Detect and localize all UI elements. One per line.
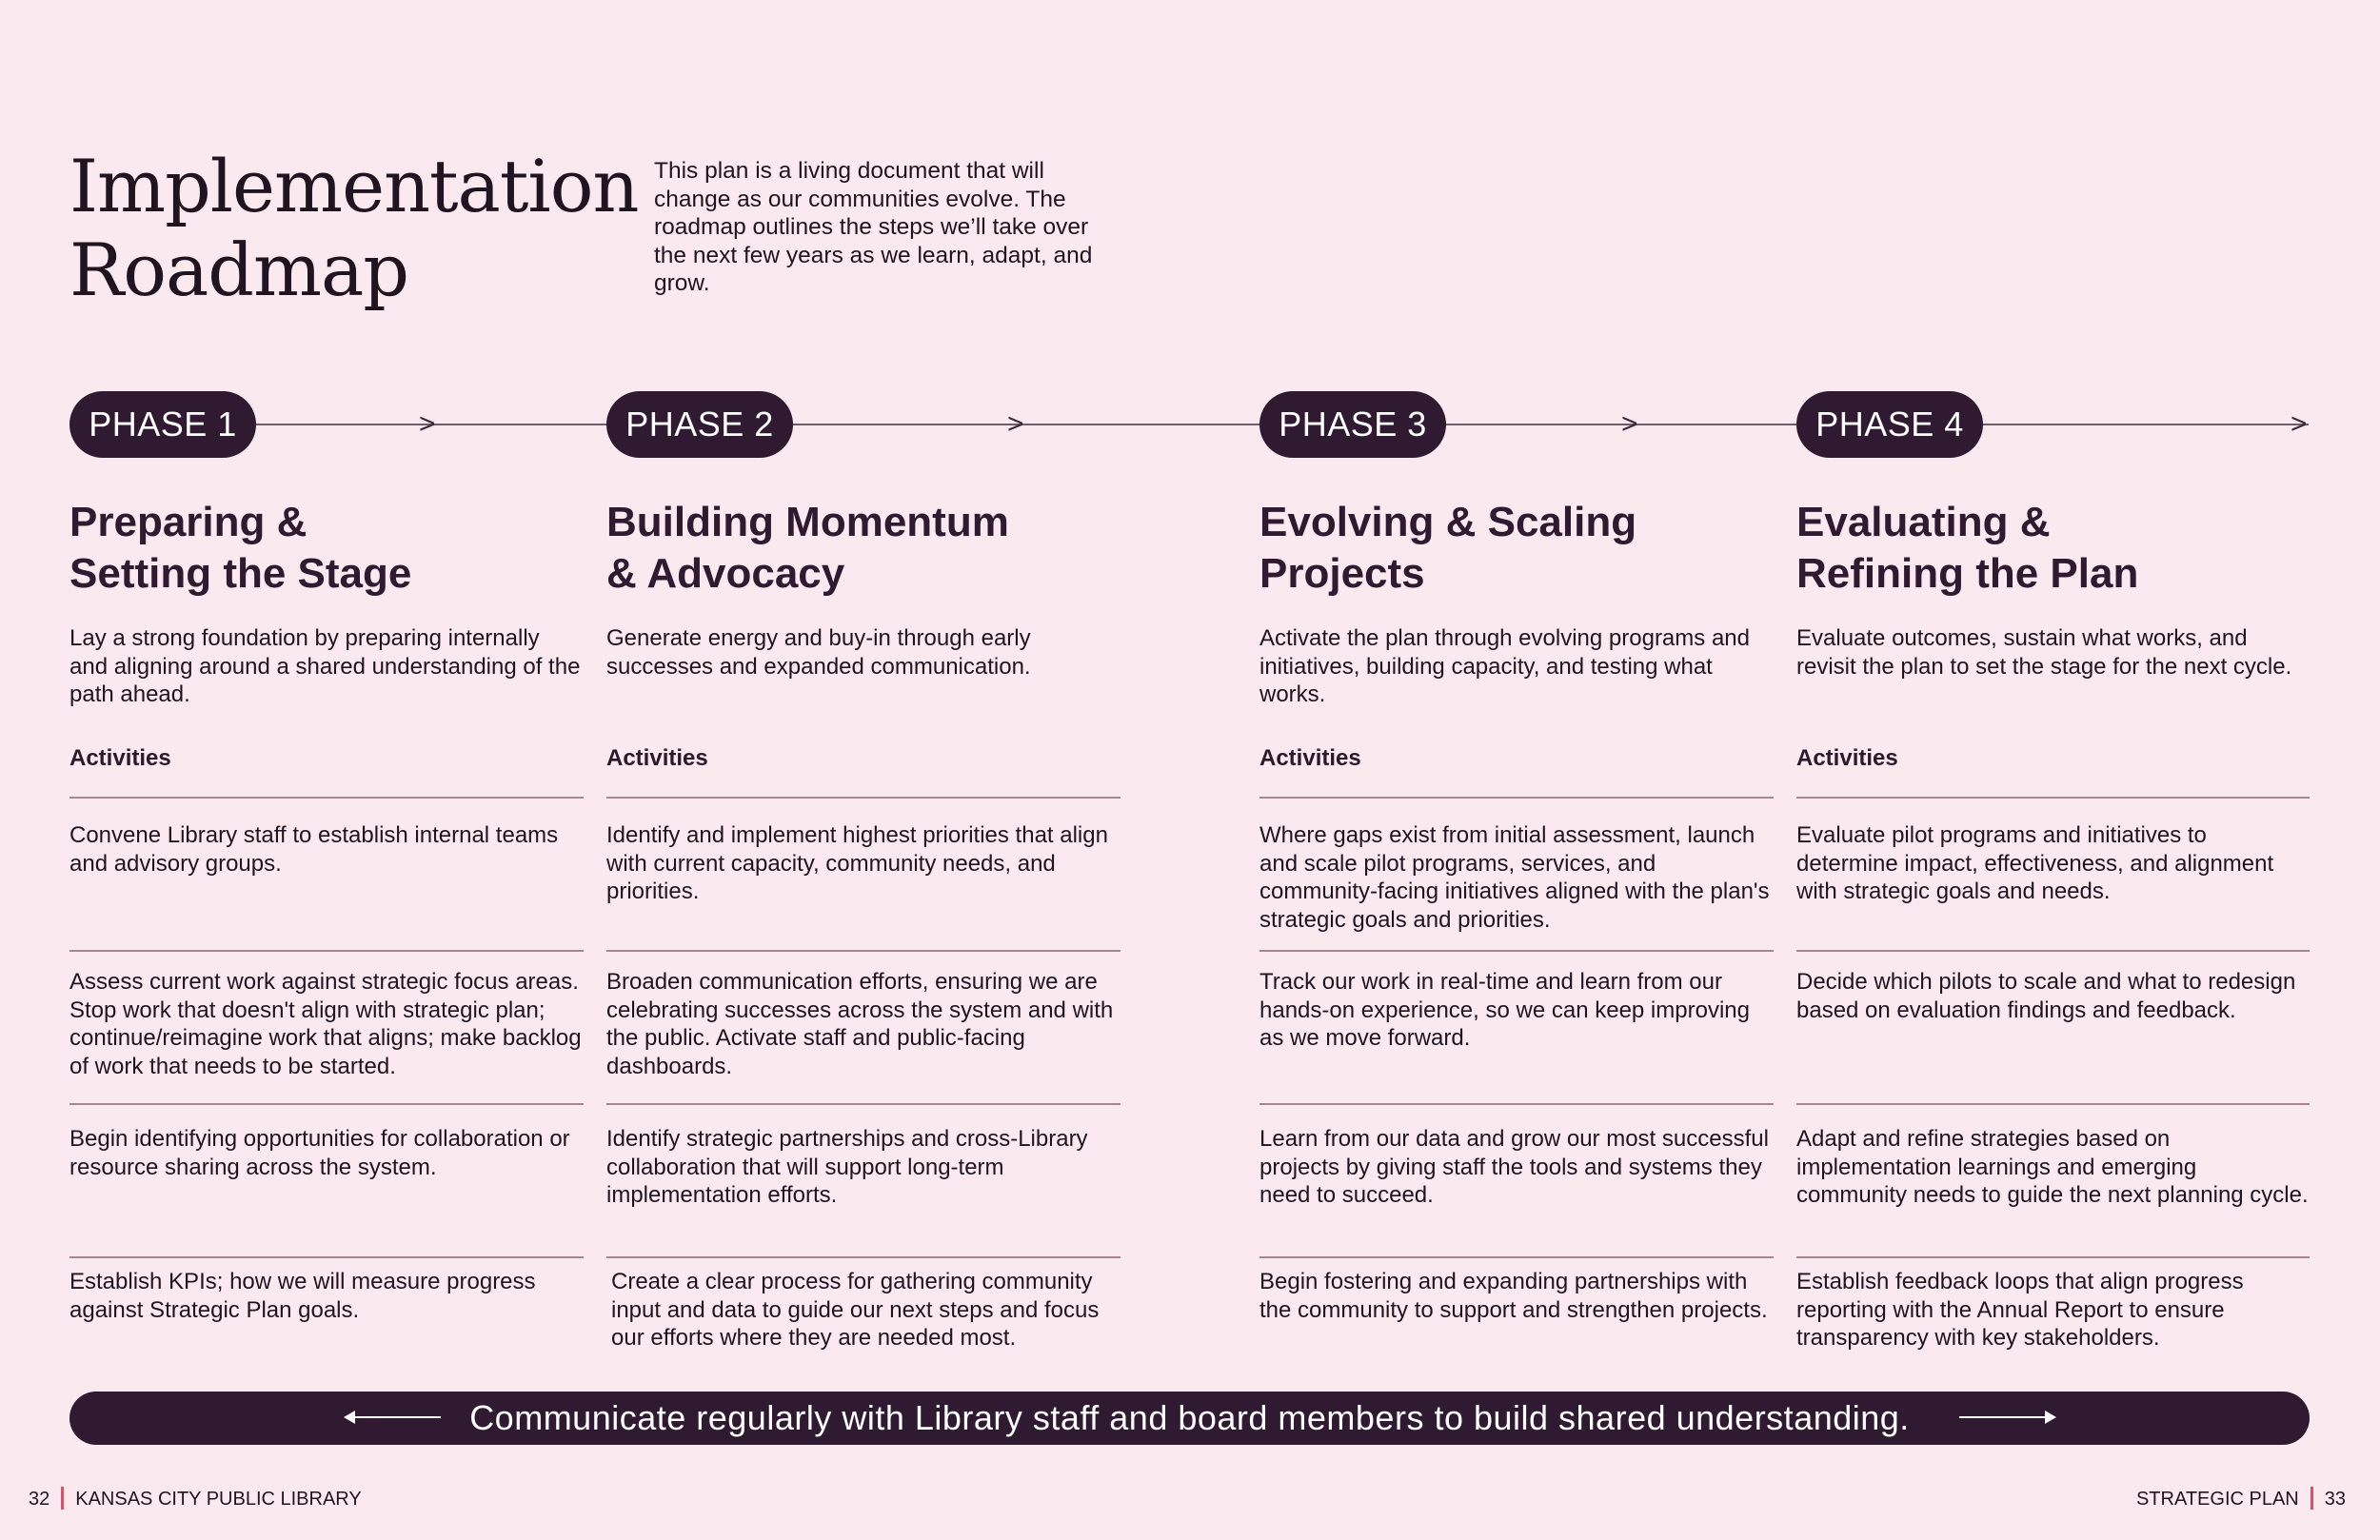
phase-2-activity-2: Broaden communication efforts, ensuring we are celebrating successes across the system and with the public. Activate staff and public-facing dashboards. bbox=[606, 969, 1114, 1079]
phase-4-activity-3: Adapt and refine strategies based on implementation learnings and emerging community needs to guide the next planning cycle. bbox=[1796, 1126, 2309, 1208]
phase-1-description: Lay a strong foundation by preparing internally and aligning around a shared understanding of the path ahead. bbox=[69, 625, 581, 707]
phase-1-divider bbox=[69, 797, 584, 799]
page-number-right: 33 bbox=[2324, 1489, 2346, 1510]
phase-2-activity-3: Identify strategic partnerships and cross-Library collaboration that will support long-term implementation efforts. bbox=[606, 1126, 1088, 1208]
page-title-line-1: Implementation bbox=[69, 144, 639, 228]
phase-3-activities-label: Activities bbox=[1259, 745, 1361, 771]
footer-separator bbox=[2311, 1487, 2313, 1510]
phase-1-badge: PHASE 1 bbox=[69, 391, 256, 458]
banner-text: Communicate regularly with Library staff and board members to build shared understanding. bbox=[469, 1398, 1910, 1437]
phase-3-activity-3: Learn from our data and grow our most successful projects by giving staff the tools and systems they need to succeed. bbox=[1259, 1126, 1769, 1208]
phase-4-activity-2: Decide which pilots to scale and what to redesign based on evaluation findings and feedback. bbox=[1796, 969, 2296, 1023]
page-title bbox=[69, 145, 638, 312]
phase-2-divider bbox=[606, 1103, 1121, 1105]
phase-3-divider bbox=[1259, 1256, 1774, 1258]
phase-1-divider bbox=[69, 950, 584, 952]
timeline-arrow-4: > bbox=[2291, 408, 2308, 440]
phase-4-divider bbox=[1796, 1103, 2310, 1105]
phase-4-description: Evaluate outcomes, sustain what works, and revisit the plan to set the stage for the next cycle. bbox=[1796, 625, 2292, 680]
phase-4-activity-4: Establish feedback loops that align progress reporting with the Annual Report to ensure transparency with key stakeholders. bbox=[1796, 1269, 2244, 1351]
intro-text: This plan is a living document that will change as our communities evolve. The roadmap outlines the steps we’ll take over the next few years as we learn, adapt, and grow. bbox=[654, 158, 1093, 296]
phase-2-divider bbox=[606, 950, 1121, 952]
phase-4-badge: PHASE 4 bbox=[1796, 391, 1983, 458]
phase-3-heading: Evolving & Scaling Projects bbox=[1259, 499, 1637, 597]
phase-3-activity-1: Where gaps exist from initial assessment, launch and scale pilot programs, services, and community-facing initiatives aligned with the plan's strategic goals and priorities. bbox=[1259, 822, 1770, 933]
phase-4-divider bbox=[1796, 950, 2310, 952]
phase-3-description: Activate the plan through evolving programs and initiatives, building capacity, and testing what works. bbox=[1259, 625, 1750, 707]
phase-4-activity-1: Evaluate pilot programs and initiatives to determine impact, effectiveness, and alignment with strategic goals and needs. bbox=[1796, 822, 2274, 904]
phase-2-activities-label: Activities bbox=[606, 745, 708, 771]
phase-3-activity-2: Track our work in real-time and learn from our hands-on experience, so we can keep improving as we move forward. bbox=[1259, 969, 1750, 1051]
footer-left bbox=[29, 1487, 362, 1511]
phase-2-divider bbox=[606, 1256, 1121, 1258]
phase-1-activity-3: Begin identifying opportunities for collaboration or resource sharing across the system. bbox=[69, 1126, 570, 1180]
phase-3-divider bbox=[1259, 797, 1774, 799]
phase-1-divider bbox=[69, 1103, 584, 1105]
timeline-arrow-3: > bbox=[1621, 408, 1638, 440]
footer-organization: KANSAS CITY PUBLIC LIBRARY bbox=[75, 1489, 362, 1510]
phase-3-divider bbox=[1259, 950, 1774, 952]
phase-3-divider bbox=[1259, 1103, 1774, 1105]
page-title-line-2: Roadmap bbox=[69, 227, 408, 312]
phase-2-description: Generate energy and buy-in through early successes and expanded communication. bbox=[606, 625, 1031, 680]
phase-2-heading: Building Momentum & Advocacy bbox=[606, 499, 1009, 597]
phase-4-heading: Evaluating & Refining the Plan bbox=[1796, 499, 2139, 597]
phase-1-activity-1: Convene Library staff to establish internal teams and advisory groups. bbox=[69, 822, 559, 877]
phase-4-divider bbox=[1796, 797, 2310, 799]
phase-3-badge: PHASE 3 bbox=[1259, 391, 1446, 458]
timeline-line-3 bbox=[1428, 424, 1647, 425]
footer-right bbox=[2136, 1487, 2346, 1511]
phase-2-divider bbox=[606, 797, 1121, 799]
footer-document-name: STRATEGIC PLAN bbox=[2135, 1489, 2299, 1510]
phase-1-heading: Preparing & Setting the Stage bbox=[69, 499, 412, 597]
arrow-left-icon bbox=[346, 1416, 441, 1418]
phase-1-activity-4: Establish KPIs; how we will measure progress against Strategic Plan goals. bbox=[69, 1269, 536, 1323]
arrow-right-icon bbox=[1959, 1416, 2054, 1418]
phase-3-activity-4: Begin fostering and expanding partnerships with the community to support and strengthen projects. bbox=[1259, 1269, 1768, 1323]
footer-separator bbox=[61, 1487, 64, 1510]
phase-1-divider bbox=[69, 1256, 584, 1258]
timeline-line-1 bbox=[248, 424, 438, 425]
communication-banner bbox=[69, 1392, 2310, 1445]
phase-1-activity-2: Assess current work against strategic focus areas. Stop work that doesn't align with strategic plan; continue/reimagine work that aligns; make backlog of work that needs to be started. bbox=[69, 969, 582, 1079]
phase-1-activities-label: Activities bbox=[69, 745, 171, 771]
timeline-arrow-1: > bbox=[419, 408, 436, 440]
phase-2-activity-4: Create a clear process for gathering community input and data to guide our next steps and focus our efforts where they are needed most. bbox=[611, 1269, 1100, 1351]
phase-4-divider bbox=[1796, 1256, 2310, 1258]
timeline-arrow-2: > bbox=[1007, 408, 1024, 440]
phase-4-activities-label: Activities bbox=[1796, 745, 1898, 771]
phase-2-activity-1: Identify and implement highest priorities that align with current capacity, community needs, and priorities. bbox=[606, 822, 1108, 904]
page-number-left: 32 bbox=[29, 1489, 50, 1510]
phase-2-badge: PHASE 2 bbox=[606, 391, 793, 458]
timeline-line-2 bbox=[438, 424, 1266, 425]
